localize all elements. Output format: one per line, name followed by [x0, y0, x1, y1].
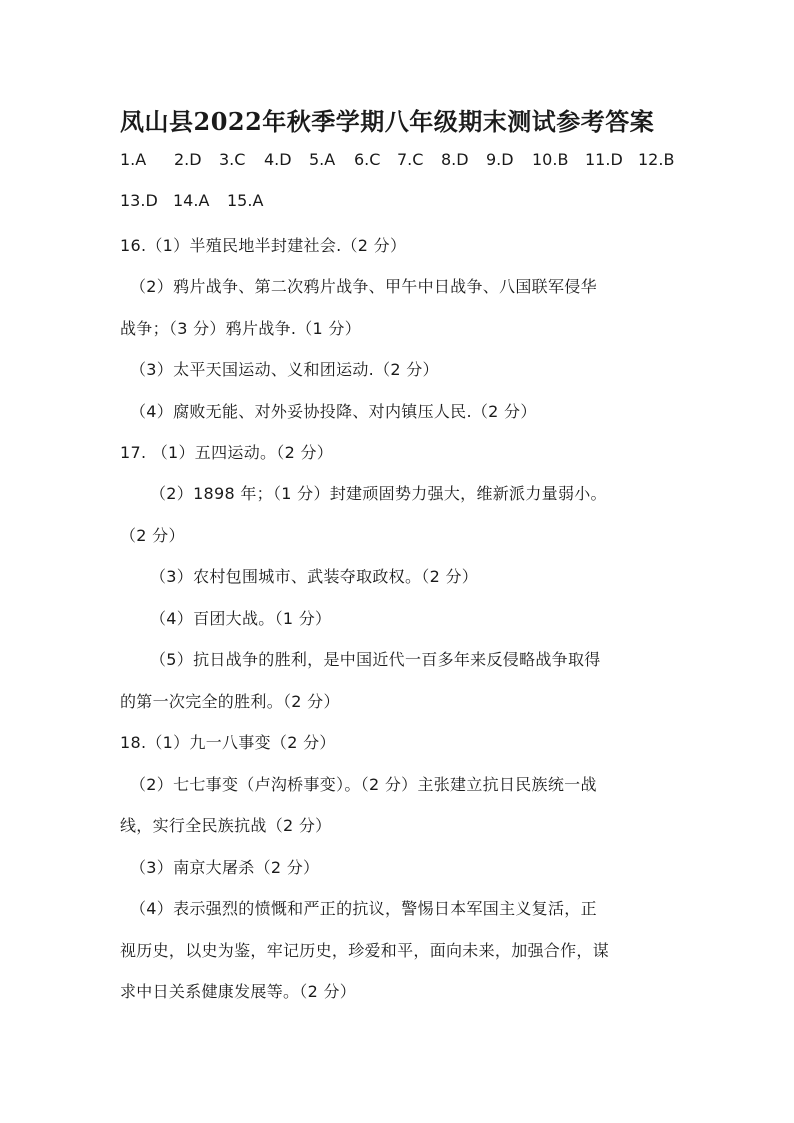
answer-9: 9.D: [486, 150, 514, 169]
q16-line-3: 战争；（3 分）鸦片战争.（1 分）: [120, 319, 362, 338]
answer-8: 8.D: [441, 150, 469, 169]
q18-line-7: 求中日关系健康发展等。（2 分）: [120, 982, 357, 1001]
q18-line-1: 18.（1）九一八事变（2 分）: [120, 733, 336, 752]
q16-line-4: （3）太平天国运动、义和团运动.（2 分）: [130, 360, 439, 379]
answer-12: 12.B: [638, 150, 675, 169]
q17-line-2: （2）1898 年；（1 分）封建顽固势力强大，维新派力量弱小。: [150, 484, 607, 503]
q16-line-2: （2）鸦片战争、第二次鸦片战争、甲午中日战争、八国联军侵华: [130, 277, 597, 296]
answer-13: 13.D: [120, 191, 158, 210]
q17-line-3: （2 分）: [120, 526, 185, 545]
answer-15: 15.A: [227, 191, 264, 210]
answer-3: 3.C: [219, 150, 246, 169]
q17-line-1: 17. （1）五四运动。（2 分）: [120, 443, 334, 462]
page-title: 凤山县2022年秋季学期八年级期末测试参考答案: [120, 107, 655, 136]
answer-4: 4.D: [264, 150, 292, 169]
q17-line-5: （4）百团大战。（1 分）: [150, 609, 332, 628]
q16-line-1: 16.（1）半殖民地半封建社会.（2 分）: [120, 236, 407, 255]
q18-line-4: （3）南京大屠杀（2 分）: [130, 858, 320, 877]
q18-line-3: 线，实行全民族抗战（2 分）: [120, 816, 332, 835]
answer-2: 2.D: [174, 150, 202, 169]
q17-line-6: （5）抗日战争的胜利，是中国近代一百多年来反侵略战争取得: [150, 650, 601, 669]
answer-7: 7.C: [397, 150, 424, 169]
q18-line-2: （2）七七事变（卢沟桥事变）。（2 分）主张建立抗日民族统一战: [130, 775, 597, 794]
q17-line-4: （3）农村包围城市、武装夺取政权。（2 分）: [150, 567, 479, 586]
q17-line-7: 的第一次完全的胜利。（2 分）: [120, 692, 340, 711]
answer-11: 11.D: [585, 150, 623, 169]
answer-5: 5.A: [309, 150, 336, 169]
answer-6: 6.C: [354, 150, 381, 169]
answer-14: 14.A: [173, 191, 210, 210]
q18-line-5: （4）表示强烈的愤慨和严正的抗议，警惕日本军国主义复活，正: [130, 899, 597, 918]
q18-line-6: 视历史，以史为鉴，牢记历史，珍爱和平，面向未来，加强合作，谋: [120, 941, 610, 960]
answer-1: 1.A: [120, 150, 147, 169]
answer-10: 10.B: [532, 150, 569, 169]
q16-line-5: （4）腐败无能、对外妥协投降、对内镇压人民.（2 分）: [130, 402, 537, 421]
